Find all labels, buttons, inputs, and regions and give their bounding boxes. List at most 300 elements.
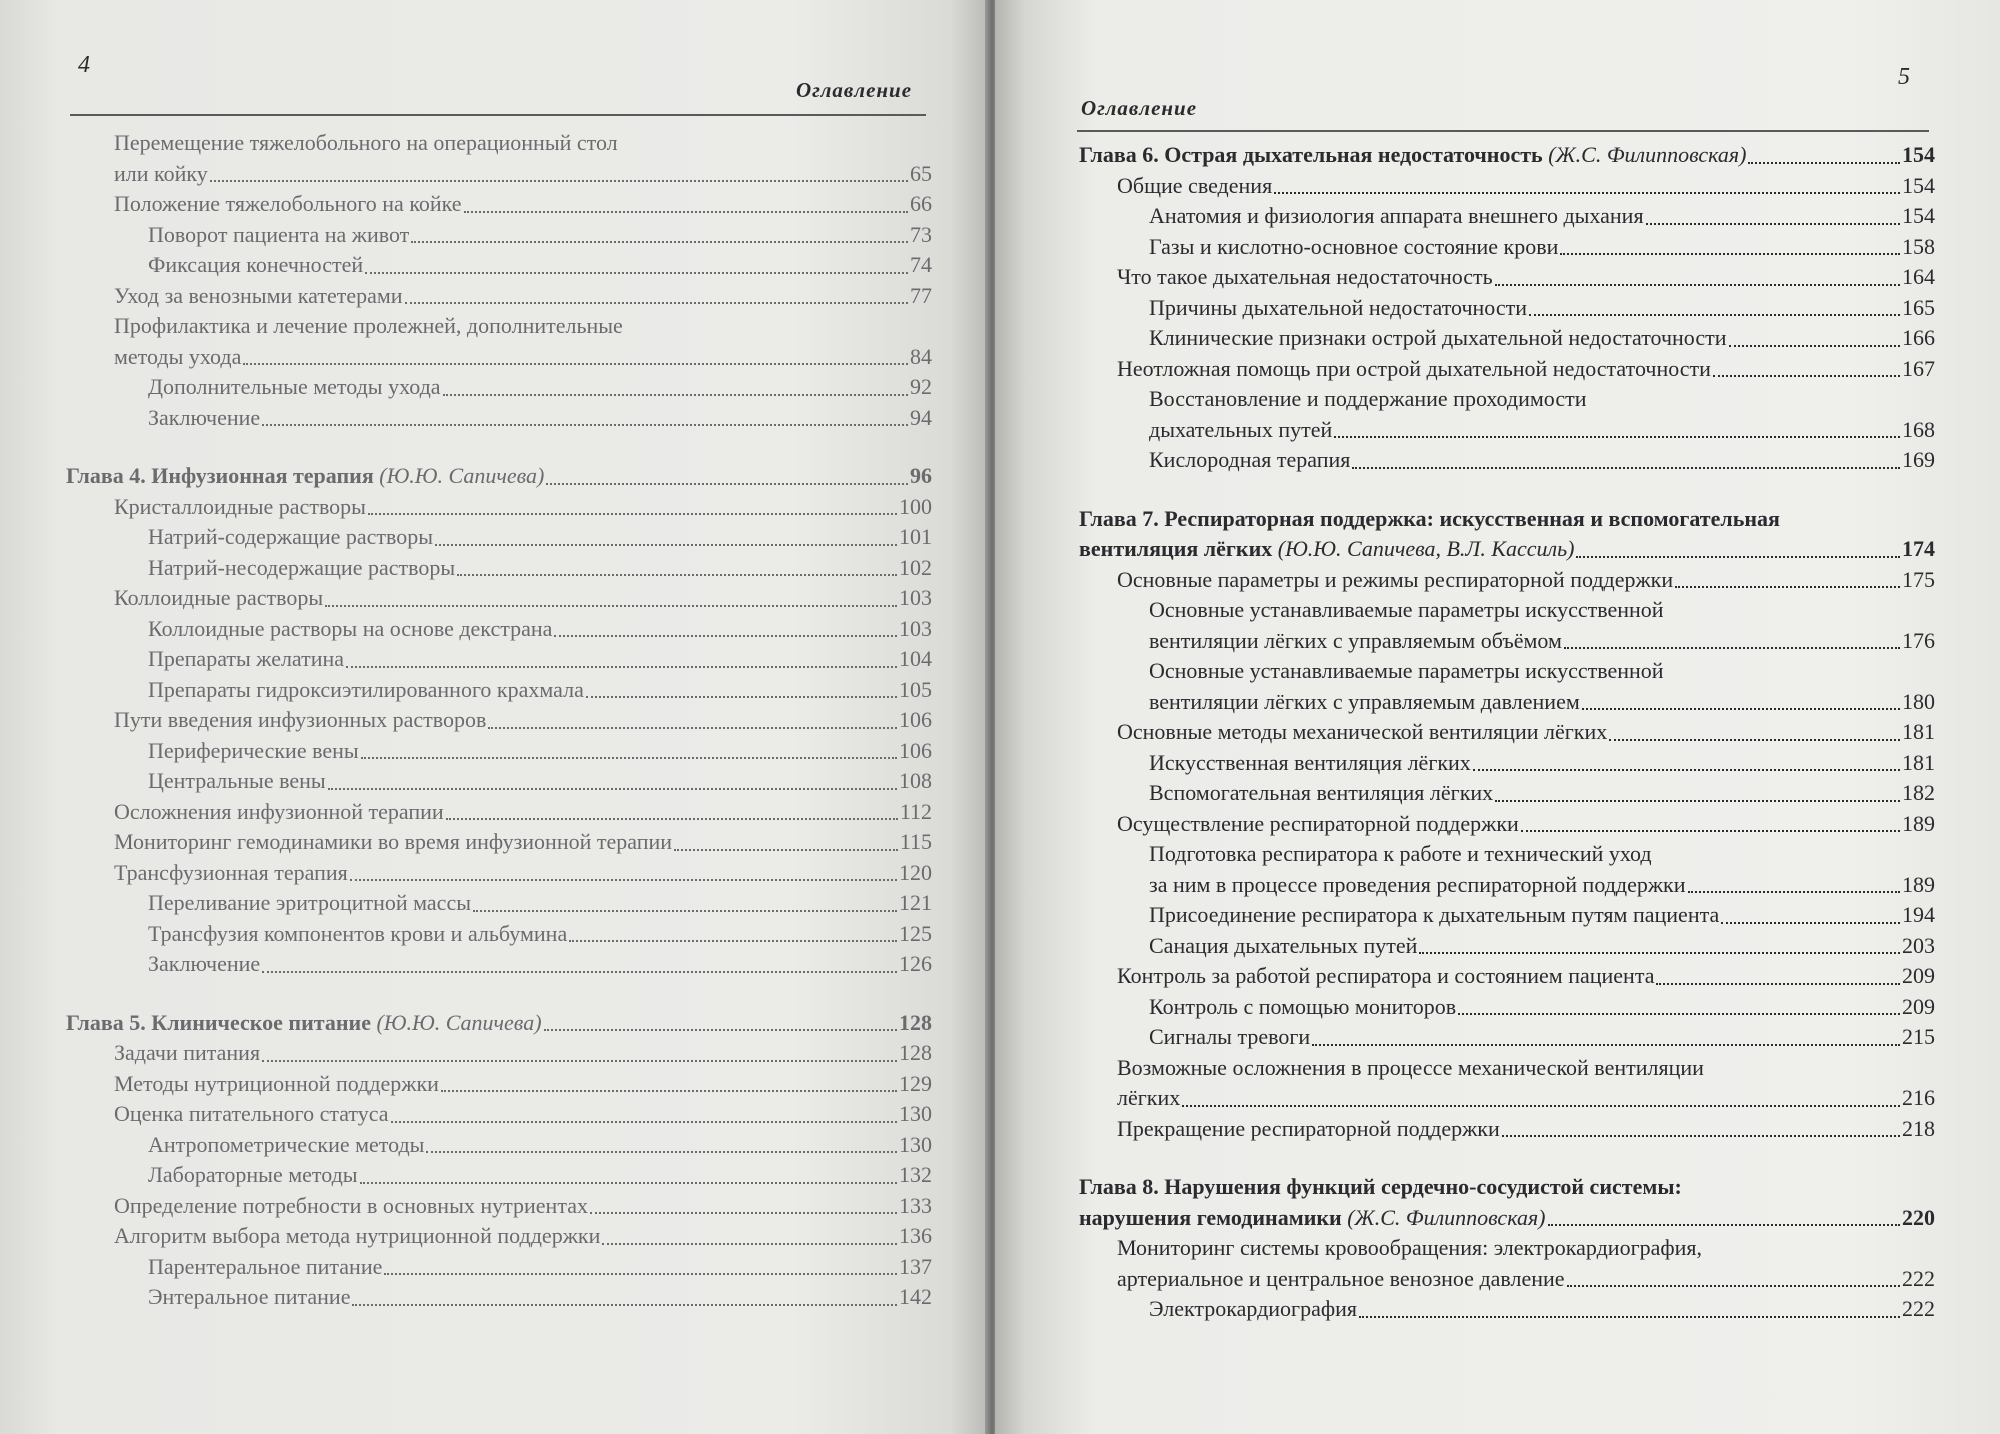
toc-entry-row — [66, 461, 932, 492]
dot-leader — [464, 211, 908, 213]
toc-entry-row — [114, 797, 932, 828]
dot-leader — [365, 272, 908, 274]
toc-entry-row — [1149, 415, 1935, 446]
toc-entry-row — [1149, 778, 1935, 809]
toc-entry[interactable] — [1079, 384, 1935, 445]
dot-leader — [1495, 284, 1900, 286]
toc-page-number: 108 — [899, 768, 932, 793]
toc-entry-title: вентиляции лёгких с управляемым давлением — [1149, 688, 1580, 714]
dot-leader — [1274, 192, 1900, 194]
dot-leader — [554, 635, 897, 637]
toc-entry-row — [148, 553, 932, 584]
toc-entry-row — [114, 189, 932, 220]
toc-page-number: 182 — [1902, 780, 1935, 805]
toc-entry-title: Дополнительные методы ухода — [148, 374, 441, 399]
toc-entry[interactable] — [66, 553, 932, 584]
chapter-author: (Ю.Ю. Сапичева) — [379, 463, 545, 488]
toc-page-number: 175 — [1902, 566, 1935, 592]
toc-entry[interactable] — [66, 614, 932, 645]
toc-page-number: 73 — [910, 221, 932, 247]
toc-entry-row — [148, 1130, 932, 1161]
toc-entry-title: Препараты желатина — [148, 646, 345, 671]
dot-leader — [361, 757, 897, 759]
dot-leader — [1502, 1135, 1900, 1137]
toc-entry[interactable] — [1079, 839, 1935, 900]
dot-leader — [352, 1304, 897, 1306]
toc-entry-title: Мониторинг гемодинамики во время инфузионной терапии — [114, 829, 673, 854]
toc-page-number: 158 — [1902, 233, 1935, 259]
toc-entry-title: Клинические признаки острой дыхательной недостаточности — [1149, 325, 1727, 350]
toc-entry-text-line1: Подготовка респиратора к работе и технический уход — [1149, 841, 1652, 866]
toc-entry-title: Осуществление респираторной поддержки — [1117, 810, 1519, 836]
toc-page-number: 130 — [899, 1101, 932, 1126]
toc-page-number: 101 — [899, 524, 932, 549]
toc-page-number: 129 — [899, 1070, 932, 1096]
toc-entry-row — [114, 281, 932, 312]
toc-entry-row — [1149, 748, 1935, 779]
dot-leader — [411, 241, 908, 243]
toc-entry-title: Фиксация конечностей — [148, 252, 364, 277]
toc-entry-row — [1149, 626, 1935, 657]
toc-entry-title: Заключение — [148, 404, 261, 430]
dot-leader — [435, 544, 897, 546]
toc-page-number: 120 — [899, 859, 932, 885]
chapter-author: (Ю.Ю. Сапичева) — [376, 1009, 542, 1035]
toc-page-number: 100 — [899, 493, 932, 519]
toc-entry[interactable] — [1079, 992, 1935, 1023]
toc-page-number: 112 — [899, 798, 932, 824]
toc-entry[interactable] — [66, 220, 932, 251]
toc-entry-row — [66, 1008, 932, 1039]
toc-entry-title: Санация дыхательных путей — [1149, 932, 1418, 958]
toc-entry-title: Вспомогательная вентиляция лёгких — [1149, 780, 1494, 805]
toc-page-number: 209 — [1902, 963, 1935, 988]
toc-page-number: 133 — [899, 1192, 932, 1218]
toc-page-number: 65 — [910, 160, 932, 186]
toc-entry[interactable] — [66, 766, 932, 797]
toc-entry-row — [148, 1160, 932, 1191]
toc-page-number: 176 — [1902, 627, 1935, 653]
toc-entry-row — [1079, 534, 1935, 565]
toc-entry-title: Глава 4. Инфузионная терапия — [66, 463, 374, 488]
toc-page-number: 189 — [1902, 871, 1935, 897]
toc-entry[interactable] — [66, 281, 932, 312]
toc-entry-title: Парентеральное питание — [148, 1253, 383, 1279]
dot-leader — [1529, 314, 1900, 316]
toc-entry-title: Анатомия и физиология аппарата внешнего дыхания — [1149, 203, 1644, 228]
toc-entry-title: Заключение — [148, 951, 261, 976]
toc-entry-row — [1079, 1203, 1935, 1234]
toc-entry-row — [1149, 870, 1935, 901]
toc-entry[interactable] — [66, 372, 932, 403]
toc-entry[interactable] — [66, 583, 932, 614]
toc-entry-row — [1079, 140, 1935, 171]
toc-page-number: 121 — [899, 890, 932, 915]
toc-entry[interactable] — [66, 250, 932, 281]
dot-leader — [1721, 922, 1900, 924]
dot-leader — [1646, 223, 1900, 225]
toc-entry[interactable] — [1079, 232, 1935, 263]
toc-page-number: 115 — [899, 829, 932, 854]
toc-entry[interactable] — [66, 705, 932, 736]
toc-entry-title: Кислородная терапия — [1149, 447, 1351, 472]
toc-entry-row — [148, 888, 932, 919]
toc-entry-title: Натрий-несодержащие растворы — [148, 554, 456, 580]
toc-page-number: 218 — [1902, 1115, 1935, 1141]
toc-entry-row — [1149, 445, 1935, 476]
dot-leader — [1473, 769, 1900, 771]
toc-entry[interactable] — [1079, 262, 1935, 293]
toc-entry-row — [148, 949, 932, 980]
toc-entry[interactable] — [1079, 961, 1935, 992]
toc-entry-row — [1117, 354, 1935, 385]
dot-leader — [441, 1090, 897, 1092]
toc-entry[interactable] — [1079, 595, 1935, 656]
toc-entry[interactable] — [1079, 717, 1935, 748]
toc-entry-title: артериальное и центральное венозное давление — [1117, 1265, 1565, 1291]
left-page — [0, 0, 990, 1434]
toc-page-number: 164 — [1902, 264, 1935, 289]
toc-entry[interactable] — [1079, 656, 1935, 717]
chapter-heading[interactable] — [66, 461, 932, 492]
toc-entry-title: Электрокардиография — [1149, 1296, 1357, 1321]
toc-entry-title: Искусственная вентиляция лёгких — [1149, 749, 1471, 775]
toc-page-number: 125 — [899, 920, 932, 946]
toc-entry[interactable] — [66, 797, 932, 828]
toc-entry[interactable] — [66, 1130, 932, 1161]
toc-entry-row — [1117, 565, 1935, 596]
toc-page-number: 174 — [1902, 536, 1935, 561]
toc-page-number: 220 — [1902, 1204, 1935, 1230]
dot-leader — [457, 574, 897, 576]
toc-page-number: 77 — [910, 282, 932, 308]
dot-leader — [1656, 983, 1900, 985]
toc-entry[interactable] — [66, 644, 932, 675]
toc-entry-row — [114, 1099, 932, 1130]
toc-entry[interactable] — [1079, 748, 1935, 779]
toc-entry-text-line1: Основные устанавливаемые параметры искусственной — [1149, 597, 1664, 622]
toc-entry-title: лёгких — [1117, 1085, 1181, 1110]
toc-entry[interactable] — [66, 403, 932, 434]
toc-entry-row — [114, 1038, 932, 1069]
toc-entry-text-line1: Глава 7. Респираторная поддержка: искусственная и вспомогательная — [1079, 505, 1780, 531]
toc-page-number: 194 — [1902, 902, 1935, 927]
toc-entry-row — [148, 522, 932, 553]
toc-entry-title: вентиляция лёгких — [1079, 536, 1273, 561]
toc-entry-row — [148, 1252, 932, 1283]
toc-entry[interactable] — [66, 675, 932, 706]
toc-entry-title: Прекращение респираторной поддержки — [1117, 1115, 1500, 1141]
dot-leader — [1419, 952, 1900, 954]
toc-entry-row — [1117, 1264, 1935, 1295]
toc-entry-text-line1: Перемещение тяжелобольного на операционный стол — [114, 130, 618, 155]
toc-entry[interactable] — [66, 189, 932, 220]
toc-entry[interactable] — [66, 492, 932, 523]
toc-page-number: 128 — [899, 1040, 932, 1065]
toc-entry[interactable] — [66, 827, 932, 858]
toc-entry[interactable] — [66, 949, 932, 980]
dot-leader — [384, 1273, 897, 1275]
toc-list-left — [66, 128, 932, 1313]
toc-page-number: 166 — [1902, 325, 1935, 350]
toc-entry-title: Положение тяжелобольного на койке — [114, 191, 462, 216]
toc-entry[interactable] — [66, 1282, 932, 1313]
dot-leader — [243, 363, 908, 365]
toc-entry[interactable] — [66, 736, 932, 767]
toc-page-number: 126 — [899, 951, 932, 976]
toc-entry-title: вентиляции лёгких с управляемым объёмом — [1149, 627, 1562, 653]
toc-entry[interactable] — [1079, 445, 1935, 476]
toc-entry-title: Кристаллоидные растворы — [114, 493, 366, 519]
dot-leader — [328, 788, 897, 790]
toc-entry-title: Антропометрические методы — [148, 1131, 425, 1157]
toc-entry-title: Неотложная помощь при острой дыхательной недостаточности — [1117, 355, 1711, 381]
toc-page-number: 216 — [1902, 1085, 1935, 1110]
toc-entry[interactable] — [1079, 565, 1935, 596]
toc-entry[interactable] — [66, 919, 932, 950]
toc-entry-row — [114, 1069, 932, 1100]
toc-entry-title: Контроль за работой респиратора и состоянием пациента — [1117, 963, 1655, 988]
toc-page-number: 154 — [1902, 172, 1935, 198]
toc-entry[interactable] — [1079, 809, 1935, 840]
chapter-heading[interactable] — [1079, 1172, 1935, 1233]
toc-entry[interactable] — [1079, 1294, 1935, 1325]
toc-entry-title: Причины дыхательной недостаточности — [1149, 294, 1527, 320]
toc-entry-row — [1117, 717, 1935, 748]
toc-entry[interactable] — [66, 311, 932, 372]
toc-entry-row — [1149, 992, 1935, 1023]
toc-entry[interactable] — [1079, 1053, 1935, 1114]
toc-entry-row — [114, 1221, 932, 1252]
toc-entry[interactable] — [66, 1069, 932, 1100]
toc-entry[interactable] — [1079, 1114, 1935, 1145]
toc-page-number: 142 — [899, 1284, 932, 1309]
dot-leader — [325, 605, 897, 607]
toc-page-number: 154 — [1902, 203, 1935, 228]
toc-entry-title: Коллоидные растворы на основе декстрана — [148, 615, 553, 641]
toc-entry-row — [148, 220, 932, 251]
toc-entry-row — [1149, 293, 1935, 324]
toc-entry-row — [1149, 1294, 1935, 1325]
toc-entry-row — [148, 372, 932, 403]
toc-page-number: 137 — [899, 1253, 932, 1279]
toc-entry[interactable] — [66, 1191, 932, 1222]
toc-page-number: 168 — [1902, 416, 1935, 442]
toc-page-number: 132 — [899, 1162, 932, 1187]
toc-entry-row — [1149, 687, 1935, 718]
toc-entry-title: Глава 6. Острая дыхательная недостаточность — [1079, 142, 1543, 167]
toc-page-number: 96 — [910, 463, 932, 488]
toc-entry-title: Пути введения инфузионных растворов — [114, 707, 487, 732]
toc-entry[interactable] — [1079, 354, 1935, 385]
running-head-left: Оглавление — [796, 78, 913, 102]
toc-page-number: 167 — [1902, 355, 1935, 381]
toc-entry-row — [1117, 171, 1935, 202]
chapter-author: (Ю.Ю. Сапичева, В.Л. Кассиль) — [1277, 536, 1575, 561]
toc-entry[interactable] — [1079, 171, 1935, 202]
dot-leader — [546, 483, 908, 485]
toc-entry-text-line1: Профилактика и лечение пролежней, дополнительные — [114, 313, 623, 338]
toc-page-number: 222 — [1902, 1296, 1935, 1321]
dot-leader — [350, 879, 897, 881]
toc-entry[interactable] — [1079, 900, 1935, 931]
dot-leader — [586, 696, 897, 698]
toc-entry-row — [114, 705, 932, 736]
toc-entry-row — [114, 342, 932, 373]
toc-entry[interactable] — [1079, 293, 1935, 324]
toc-entry[interactable] — [66, 858, 932, 889]
toc-entry-title: Основные методы механической вентиляции лёгких — [1117, 719, 1608, 744]
dot-leader — [1564, 647, 1900, 649]
right-page — [995, 0, 2000, 1434]
toc-entry[interactable] — [66, 522, 932, 553]
chapter-heading[interactable] — [66, 1008, 932, 1039]
dot-leader — [1334, 436, 1900, 438]
toc-page-number: 84 — [910, 343, 932, 369]
toc-list-right — [1079, 140, 1935, 1325]
toc-entry-row — [114, 492, 932, 523]
toc-entry-row — [1149, 900, 1935, 931]
dot-leader — [602, 1243, 897, 1245]
toc-entry-title: нарушения гемодинамики — [1079, 1204, 1342, 1230]
toc-entry-text-line1: Мониторинг системы кровообращения: электрокардиография, — [1117, 1235, 1703, 1260]
dot-leader — [262, 1060, 897, 1062]
chapter-heading[interactable] — [1079, 504, 1935, 565]
toc-entry-title: Препараты гидроксиэтилированного крахмала — [148, 676, 584, 702]
dot-leader — [405, 302, 908, 304]
toc-entry-row — [1149, 232, 1935, 263]
toc-entry[interactable] — [1079, 201, 1935, 232]
toc-entry[interactable] — [66, 128, 932, 189]
dot-leader — [1458, 1013, 1900, 1015]
toc-entry-title: Основные параметры и режимы респираторной поддержки — [1117, 566, 1674, 592]
dot-leader — [346, 666, 897, 668]
toc-entry-title: дыхательных путей — [1149, 416, 1333, 442]
toc-page-number: 66 — [910, 191, 932, 216]
toc-entry[interactable] — [1079, 323, 1935, 354]
toc-page-number: 154 — [1902, 142, 1935, 167]
toc-entry[interactable] — [66, 1252, 932, 1283]
toc-page-number: 106 — [899, 707, 932, 732]
chapter-author: (Ж.С. Филипповская) — [1347, 1204, 1546, 1230]
dot-leader — [262, 971, 897, 973]
toc-entry-title: Коллоидные растворы — [114, 585, 324, 610]
toc-entry-title: Лабораторные методы — [148, 1162, 358, 1187]
toc-page-number: 94 — [910, 404, 932, 430]
toc-page-number: 104 — [899, 646, 932, 671]
page-number-left: 4 — [78, 52, 90, 78]
dot-leader — [674, 849, 898, 851]
toc-page-number: 74 — [910, 252, 932, 277]
toc-entry-row — [114, 827, 932, 858]
toc-entry-row — [1149, 931, 1935, 962]
toc-entry-text-line1: Восстановление и поддержание проходимости — [1149, 386, 1587, 411]
dot-leader — [446, 818, 898, 820]
toc-entry-row — [114, 159, 932, 190]
toc-entry-row — [148, 766, 932, 797]
dot-leader — [1352, 467, 1900, 469]
dot-leader — [1359, 1316, 1900, 1318]
toc-entry-title: Осложнения инфузионной терапии — [114, 798, 444, 824]
toc-entry-row — [148, 1282, 932, 1313]
toc-page-number: 130 — [899, 1131, 932, 1157]
toc-entry[interactable] — [66, 1160, 932, 1191]
dot-leader — [488, 727, 897, 729]
toc-entry-row — [114, 1191, 932, 1222]
toc-entry[interactable] — [1079, 931, 1935, 962]
toc-page-number: 165 — [1902, 294, 1935, 320]
dot-leader — [1182, 1105, 1900, 1107]
toc-entry-row — [148, 919, 932, 950]
running-head-right: Оглавление — [1081, 96, 1198, 120]
dot-leader — [1675, 586, 1900, 588]
dot-leader — [1688, 891, 1900, 893]
header-rule-left — [70, 114, 926, 116]
toc-entry[interactable] — [1079, 1233, 1935, 1294]
dot-leader — [426, 1151, 897, 1153]
dot-leader — [590, 1212, 897, 1214]
toc-entry-title: Поворот пациента на живот — [148, 221, 410, 247]
toc-entry-row — [148, 675, 932, 706]
toc-entry-title: Газы и кислотно-основное состояние крови — [1149, 233, 1559, 259]
toc-entry-title: Сигналы тревоги — [1149, 1024, 1311, 1049]
toc-entry-row — [1149, 1022, 1935, 1053]
toc-entry-title: Определение потребности в основных нутриентах — [114, 1192, 588, 1218]
dot-leader — [1729, 345, 1901, 347]
toc-page-number: 106 — [899, 737, 932, 763]
toc-entry-row — [1149, 201, 1935, 232]
toc-entry-title: Уход за венозными катетерами — [114, 282, 403, 308]
chapter-author: (Ж.С. Филипповская) — [1548, 142, 1747, 167]
toc-entry[interactable] — [66, 1099, 932, 1130]
toc-page-number: 209 — [1902, 993, 1935, 1019]
toc-entry[interactable] — [1079, 778, 1935, 809]
toc-entry-row — [114, 583, 932, 614]
chapter-heading[interactable] — [1079, 140, 1935, 171]
dot-leader — [443, 394, 908, 396]
dot-leader — [473, 910, 897, 912]
toc-entry-title: Энтеральное питание — [148, 1284, 351, 1309]
toc-entry-row — [148, 644, 932, 675]
toc-entry-title: Натрий-содержащие растворы — [148, 524, 434, 549]
toc-entry-row — [148, 614, 932, 645]
toc-entry[interactable] — [1079, 1022, 1935, 1053]
toc-entry[interactable] — [66, 888, 932, 919]
toc-entry-title: Общие сведения — [1117, 172, 1273, 198]
toc-page-number: 180 — [1902, 688, 1935, 714]
dot-leader — [1576, 556, 1900, 558]
toc-entry[interactable] — [66, 1221, 932, 1252]
toc-page-number: 103 — [899, 615, 932, 641]
toc-page-number: 136 — [899, 1223, 932, 1248]
toc-entry-title: Контроль с помощью мониторов — [1149, 993, 1457, 1019]
toc-entry-row — [1117, 1083, 1935, 1114]
dot-leader — [1521, 830, 1900, 832]
toc-page-number: 103 — [899, 585, 932, 610]
toc-entry[interactable] — [66, 1038, 932, 1069]
dot-leader — [210, 180, 908, 182]
toc-entry-title: или койку — [114, 160, 208, 186]
toc-entry-row — [1117, 961, 1935, 992]
toc-entry-row — [148, 250, 932, 281]
toc-entry-title: Глава 5. Клиническое питание — [66, 1009, 371, 1035]
dot-leader — [1609, 739, 1900, 741]
toc-entry-row — [114, 858, 932, 889]
toc-entry-title: за ним в процессе проведения респираторной поддержки — [1149, 871, 1686, 897]
toc-page-number: 215 — [1902, 1024, 1935, 1049]
toc-entry-title: Что такое дыхательная недостаточность — [1117, 264, 1493, 289]
toc-entry-row — [148, 736, 932, 767]
